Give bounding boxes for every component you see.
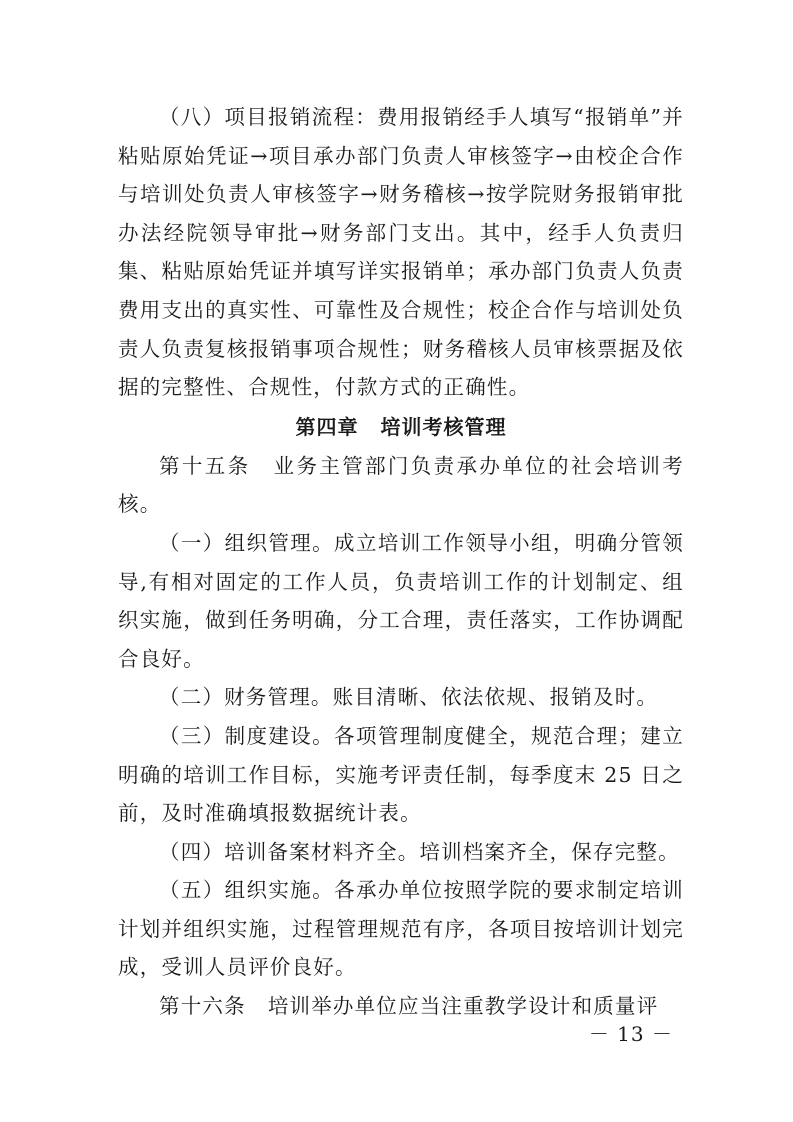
- item-organization-management: （一）组织管理。成立培训工作领导小组，明确分管领导,有相对固定的工作人员，负责培训工作的计划制定、组织实施，做到任务明确，分工合理，责任落实，工作协调配合良好。: [118, 530, 684, 671]
- document-page: [118, 98, 684, 1026]
- page-number: － 13 －: [588, 1022, 673, 1046]
- article-16-number: 第十六条: [159, 994, 246, 1019]
- article-15-number: 第十五条: [159, 453, 251, 478]
- article-16-text: 培训举办单位应当注重教学设计和质量评: [267, 994, 659, 1019]
- item-organization-implementation: （五）组织实施。各承办单位按照学院的要求制定培训计划并组织实施，过程管理规范有序，各项目按培训计划完成，受训人员评价良好。: [118, 878, 684, 980]
- article-15-paragraph: [118, 447, 684, 524]
- item-system-construction: （三）制度建设。各项管理制度健全，规范合理；建立明确的培训工作目标，实施考评责任制，每季度末 25 日之前，及时准确填报数据统计表。: [118, 723, 684, 826]
- article-15-text: 业务主管部门负责承办单位的社会培训考核。: [118, 453, 684, 517]
- item-financial-management: （二）财务管理。账目清晰、依法依规、报销及时。: [159, 685, 659, 710]
- chapter-title: 培训考核管理: [380, 414, 507, 439]
- reimbursement-process-paragraph: （八）项目报销流程：费用报销经手人填写“报销单”并粘贴原始凭证→项目承办部门负责人审核签字→由校企合作与培训处负责人审核签字→财务稽核→按学院财务报销审批办法经院领导审批→财务部门支出。其中，经手人负责归集、粘贴原始凭证并填写详实报销单；承办部门负责人负责费用支出的真实性、可靠性及合规性；校企合作与培训处负责人负责复核报销事项合规性；财务稽核人员审核票据及依据的完整性、合规性，付款方式的正确性。: [118, 105, 684, 400]
- item-training-records: （四）培训备案材料齐全。培训档案齐全，保存完整。: [159, 839, 680, 864]
- chapter-heading: [118, 407, 684, 447]
- chapter-number: 第四章: [295, 414, 359, 439]
